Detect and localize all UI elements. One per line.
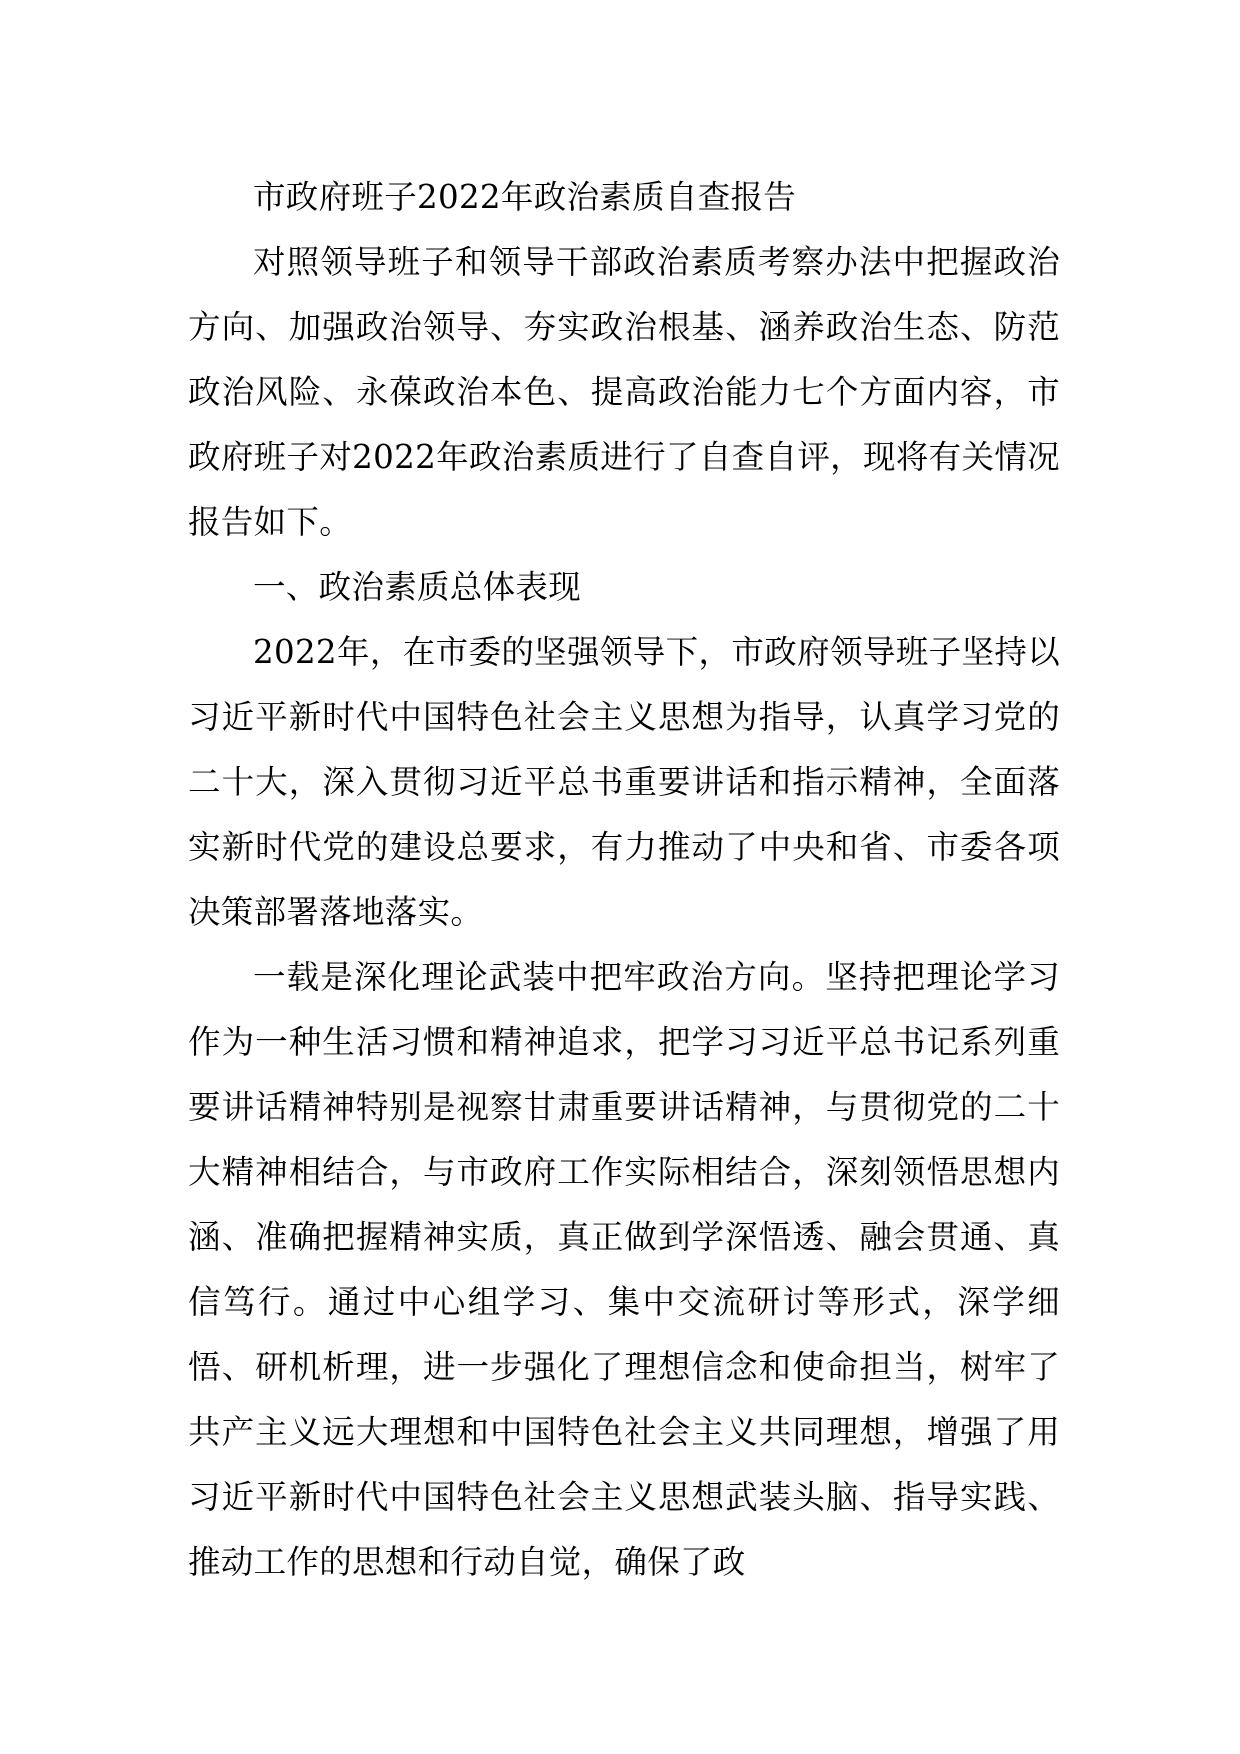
body-paragraph: 2022年，在市委的坚强领导下，市政府领导班子坚持以习近平新时代中国特色社会主义思想为指导，认真学习党的二十大，深入贯彻习近平总书重要讲话和指示精神，全面落实新时代党的建设总要求，有力推动了中央和省、市委各项决策部署落地落实。 [188,633,1060,931]
section-heading: 一、政治素质总体表现 [253,568,582,606]
body-paragraph: 一载是深化理论武装中把牢政治方向。坚持把理论学习作为一种生活习惯和精神追求，把学习习近平总书记系列重要讲话精神特别是视察甘肃重要讲话精神，与贯彻党的二十大精神相结合，与市政府工作实际相结合，深刻领悟思想内涵、准确把握精神实质，真正做到学深悟透、融会贯通、真信笃行。通过中心组学习、集中交流研讨等形式，深学细悟、研机析理，进一步强化了理想信念和使命担当，树牢了共产主义远大理想和中国特色社会主义共同理想，增强了用习近平新时代中国特色社会主义思想武装头脑、指导实践、推动工作的思想和行动自觉，确保了政 [188,958,1060,1581]
document-body [188,165,1060,1595]
document-title: 市政府班子2022年政治素质自查报告 [253,178,797,216]
intro-paragraph: 对照领导班子和领导干部政治素质考察办法中把握政治方向、加强政治领导、夯实政治根基、涵养政治生态、防范政治风险、永葆政治本色、提高政治能力七个方面内容，市政府班子对2022年政治素质进行了自查自评，现将有关情况报告如下。 [188,243,1060,541]
